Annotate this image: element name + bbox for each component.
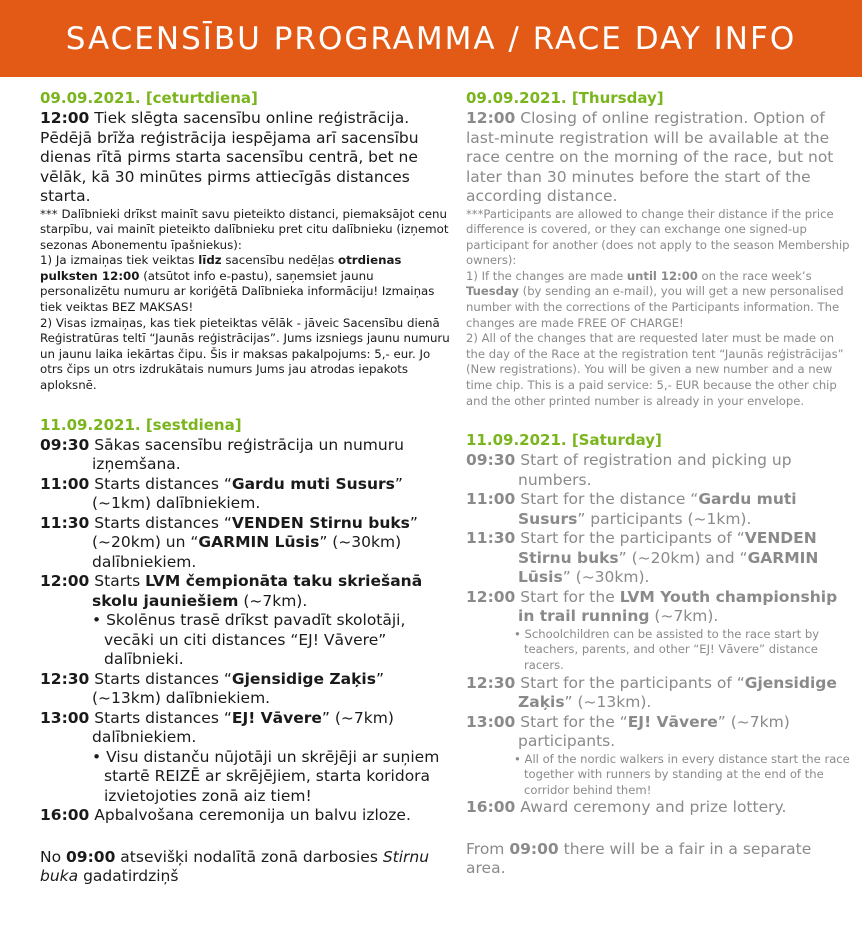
time-label: 12:30: [40, 669, 90, 688]
time-label: 11:30: [40, 513, 90, 532]
fair-text: there will be a fair in a separate area.: [466, 839, 812, 878]
schedule-item-lv: [40, 806, 450, 826]
time-label: 09:30: [466, 451, 516, 470]
schedule-item-lv: [40, 514, 450, 573]
distance-name: LVM čempionāta taku skriešanā skolu jauniešiem: [92, 572, 423, 610]
schedule-item-en: [466, 588, 852, 627]
distance-name: GARMIN Lūsis: [198, 533, 320, 552]
note-text: 1) Ja izmaiņas tiek veiktas: [40, 253, 199, 268]
date-heading-saturday-lv: 11.09.2021. [sestdiena]: [40, 415, 242, 434]
schedule-item-lv: [40, 572, 450, 611]
schedule-text: ” (~1km) dalībniekiem.: [92, 474, 403, 513]
schedule-text: Sākas sacensību reģistrācija un numuru izņemšana.: [92, 435, 404, 474]
date-heading-thursday-lv: 09.09.2021. [ceturtdiena]: [40, 89, 258, 107]
distance-name: VENDEN Stirnu buks: [518, 529, 817, 567]
schedule-text: Start for the distance “: [520, 490, 699, 509]
time-label: 12:00: [466, 109, 516, 127]
schedule-item-lv: [40, 709, 450, 748]
schedule-text: Start for the “: [520, 712, 628, 731]
time-label: 16:00: [40, 806, 90, 825]
change-note-2-en: 2) All of the changes that are requested later must be made on the day of the Race at the registration tent “Jaunās reģistrācijas” (New registrations). You will be given a new number and a new time chip. This is a paid service: 5,- EUR because the other chip and the other printed number is already in your envelope.: [466, 331, 844, 408]
schedule-note-en: • Schoolchildren can be assisted to the race start by teachers, parents, and other “EJ! Vāvere” distance racers.: [514, 626, 820, 672]
fair-emphasis: Stirnu buka: [40, 847, 430, 886]
time-label: 12:00: [40, 572, 90, 591]
schedule-text: Starts distances “: [94, 669, 232, 688]
note-text: (by sending an e-mail), you will get a new personalised number with the corrections of the Participants information. The changes are made FREE OF CHARGE!: [466, 284, 844, 330]
fair-note-en: [466, 840, 852, 879]
distance-name: GARMIN Lūsis: [518, 548, 819, 587]
schedule-item-en: [466, 529, 852, 588]
distance-name: LVM Youth championship in trail running: [518, 587, 838, 626]
registration-text: Tiek slēgta sacensību online reģistrācija. Pēdējā brīža reģistrācija iespējama arī sacensību dienas rītā pirms starta sacensību centrā, bet ne vēlāk, kā 30 minūtes pirms attiecīgās distances starta.: [40, 109, 419, 205]
schedule-note-lv: • Skolēnus trasē drīkst pavadīt skolotāji, vecāki un citi distances “EJ! Vāvere” dalībnieki.: [92, 611, 406, 669]
page-title: SACENSĪBU PROGRAMMA / RACE DAY INFO: [65, 20, 797, 57]
time-label: 12:00: [466, 587, 516, 606]
schedule-note-lv: • Visu distanču nūjotāji un skrējēji ar suņiem startē REIZĒ ar skrējējiem, starta koridora izvietojoties zonā aiz tiem!: [92, 747, 440, 805]
registration-text: Closing of online registration. Option of last-minute registration will be available at the race centre on the morning of the race, but not later than 30 minutes before the start of the according distance.: [466, 109, 834, 205]
note-text: 1) If the changes are made: [466, 268, 627, 283]
schedule-item-en: [466, 798, 852, 818]
distance-name: Gardu muti Susurs: [231, 474, 395, 493]
distance-name: Gardu muti Susurs: [518, 490, 797, 528]
note-text: on the race week’s: [697, 268, 812, 283]
schedule-text: ” (~20km) and “: [618, 548, 748, 567]
distance-name: Gjensidige Zaķis: [518, 673, 837, 711]
schedule-text: ” (~13km).: [564, 693, 652, 711]
schedule-text: Starts distances “: [94, 474, 232, 493]
schedule-text: ” (~13km) dalībniekiem.: [92, 669, 384, 708]
note-emphasis: until 12:00: [626, 268, 698, 283]
distance-name: EJ! Vāvere: [231, 708, 322, 727]
note-text: (atsūtot info e-pastu), saņemsiet jaunu personalizētu numuru ar koriģētā Dalībnieka informāciju! Izmaiņas tiek veiktas BEZ MAKSAS!: [40, 268, 435, 315]
schedule-text: Starts: [94, 572, 146, 591]
schedule-text: ” (~7km) participants.: [518, 712, 790, 750]
distance-name: VENDEN Stirnu buks: [231, 513, 410, 532]
schedule-text: Apbalvošana ceremonija un balvu izloze.: [94, 806, 411, 825]
change-note-1-en: [466, 269, 852, 331]
date-heading-thursday-en: 09.09.2021. [Thursday]: [466, 89, 664, 107]
distance-name: EJ! Vāvere: [627, 712, 718, 731]
fair-text: From: [466, 839, 510, 858]
note-text: sacensību nedēļas: [221, 253, 339, 268]
time-label: 09:00: [66, 847, 116, 866]
time-label: 11:00: [40, 474, 90, 493]
registration-closing-lv: [40, 109, 450, 207]
schedule-text: Starts distances “: [94, 513, 232, 532]
registration-closing-en: [466, 109, 852, 207]
schedule-item-lv: [40, 436, 450, 475]
change-note-2-lv: 2) Visas izmaiņas, kas tiek pieteiktas vēlāk - jāveic Sacensību dienā Reģistratūras teltī “Jaunās reģistrācijas”. Jums izsniegs jaunu numuru un jaunu laika iekārtas čipu. Šis ir maksas pakalpojums: 5,- eur. Jo otrs čips un otrs izdrukātais numurs Jums jau atrodas iepakots aploksnē.: [40, 315, 450, 393]
schedule-text: Start of registration and picking up numbers.: [518, 451, 792, 489]
schedule-text: Starts distances “: [94, 708, 232, 727]
schedule-text: Award ceremony and prize lottery.: [520, 798, 787, 817]
english-column: [466, 89, 852, 879]
fair-note-lv: [40, 848, 450, 887]
page-header: [0, 0, 862, 77]
time-label: 12:30: [466, 673, 516, 692]
note-emphasis: otrdienas pulksten 12:00: [40, 253, 402, 283]
schedule-text: Start for the: [520, 587, 620, 606]
schedule-text: ” participants (~1km).: [577, 509, 752, 528]
time-label: 11:30: [466, 529, 516, 548]
date-heading-saturday-en: 11.09.2021. [Saturday]: [466, 431, 662, 450]
latvian-column: [40, 89, 450, 887]
schedule-item-lv: [40, 670, 450, 709]
schedule-item-en: [466, 490, 852, 529]
time-label: 11:00: [466, 490, 516, 509]
schedule-text: Start for the participants of “: [520, 673, 745, 692]
time-label: 16:00: [466, 798, 516, 817]
time-label: 09:30: [40, 435, 90, 454]
schedule-text: ” (~30km).: [562, 568, 650, 587]
time-label: 13:00: [40, 708, 90, 727]
time-label: 13:00: [466, 712, 516, 731]
distance-name: Gjensidige Zaķis: [231, 669, 376, 688]
change-note-1-lv: [40, 253, 450, 315]
change-note-intro-lv: *** Dalībnieki drīkst mainīt savu pieteikto distanci, piemaksājot cenu starpību, vai mainīt pieteikto dalībnieku pret citu dalībnieku (izņemot sezonas Abonementu īpašniekus):: [40, 206, 449, 252]
schedule-item-en: [466, 451, 852, 490]
change-note-intro-en: ***Participants are allowed to change their distance if the price difference is covered, or they can exchange one signed-up participant for another (does not apply to the season Membership owners):: [466, 206, 850, 268]
note-emphasis: Tuesday: [466, 284, 519, 299]
schedule-text: ” (~20km) un “: [92, 513, 418, 552]
schedule-text: (~7km).: [238, 591, 308, 610]
schedule-item-en: [466, 713, 852, 752]
schedule-text: ” (~7km) dalībniekiem.: [92, 708, 394, 747]
time-label: 12:00: [40, 109, 90, 127]
schedule-note-en: • All of the nordic walkers in every distance start the race together with runners by standing at the end of the corridor behind them!: [514, 751, 850, 797]
schedule-text: Start for the participants of “: [520, 529, 745, 548]
schedule-text: (~7km).: [649, 607, 719, 626]
schedule-item-en: [466, 674, 852, 713]
note-emphasis: līdz: [198, 253, 222, 268]
fair-text: gadatirdziņš: [78, 867, 179, 886]
time-label: 09:00: [509, 839, 559, 858]
fair-text: atsevišķi nodalītā zonā darbosies: [115, 847, 383, 866]
schedule-item-lv: [40, 475, 450, 514]
fair-text: No: [40, 847, 67, 866]
schedule-text: ” (~30km) dalībniekiem.: [92, 533, 402, 571]
